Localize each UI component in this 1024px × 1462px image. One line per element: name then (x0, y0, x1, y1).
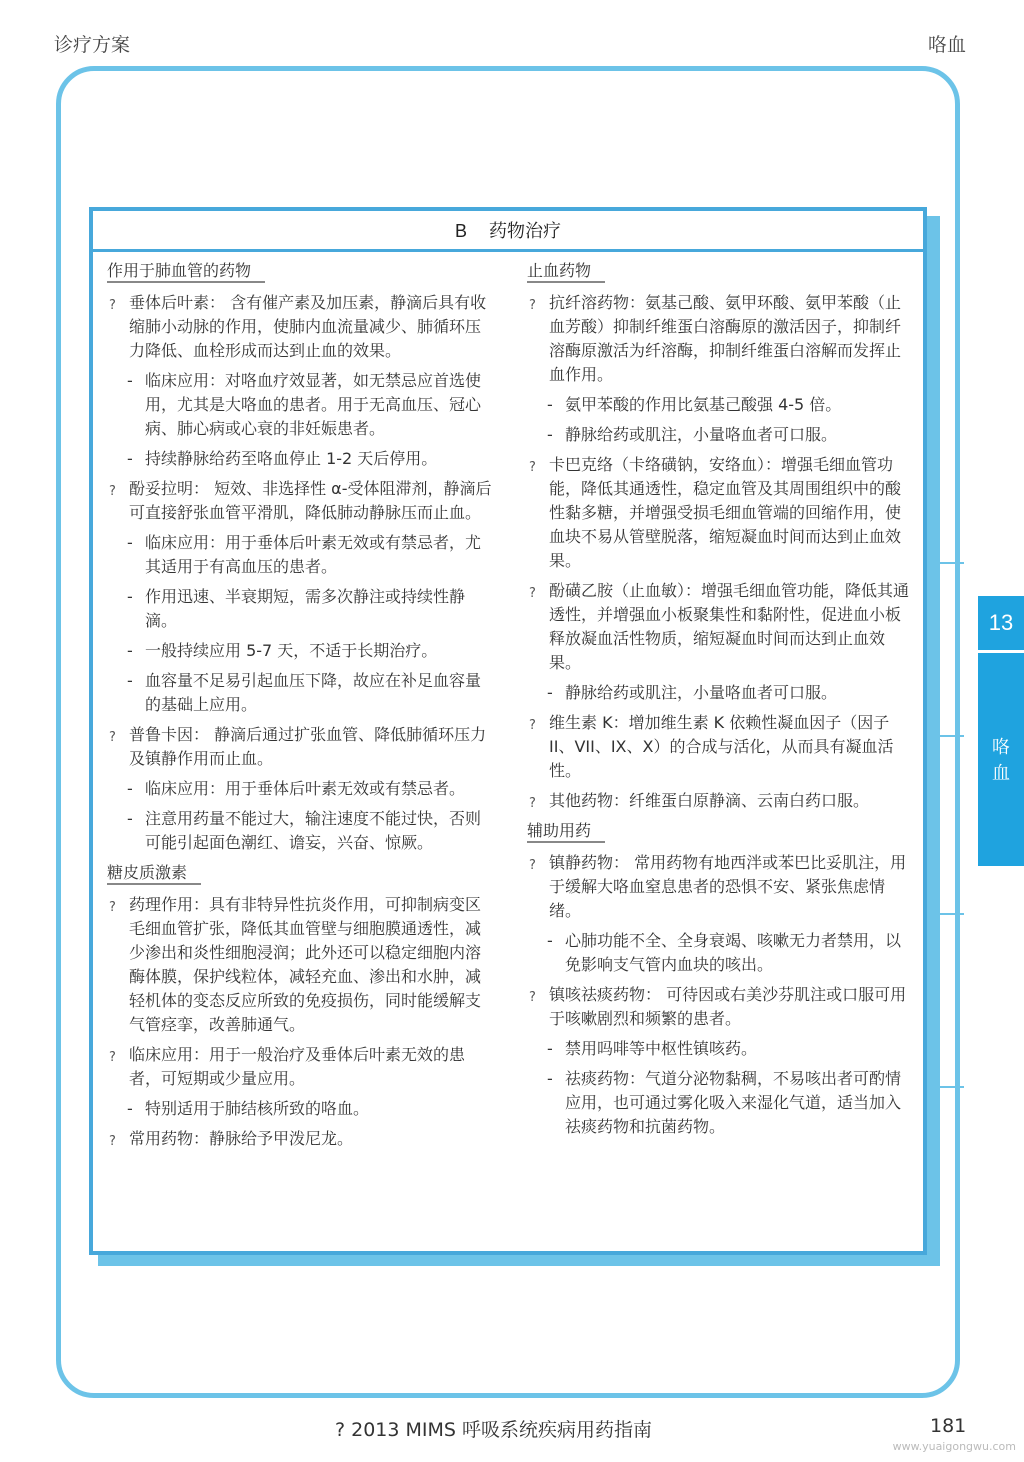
bullet-icon: ? (529, 990, 536, 1005)
sub-text: 血容量不足易引起血压下降，故应在补足血容量的基础上应用。 (145, 671, 482, 714)
right-column (527, 259, 913, 1145)
bullet-icon: ? (529, 858, 536, 873)
bullet-icon: ? (109, 298, 116, 313)
item-text: 垂体后叶素： 含有催产素及加压素，静滴后具有收缩肺小动脉的作用，使肺内血流量减少、肺循环压力降低、血栓形成而达到止血的效果。 (129, 293, 487, 360)
sub-item (107, 639, 492, 663)
bullet-item (527, 789, 913, 813)
sub-item (527, 1037, 913, 1061)
bullet-item (107, 1043, 492, 1091)
sub-item (527, 393, 913, 417)
sub-item (527, 929, 913, 977)
bullet-item (527, 453, 913, 573)
bullet-item (107, 291, 492, 363)
item-text: 酚妥拉明： 短效、非选择性 α-受体阻滞剂，静滴后可直接舒张血管平滑肌，降低肺动静脉压而止血。 (129, 479, 492, 522)
item-text: 药理作用：具有非特异性抗炎作用，可抑制病变区毛细血管扩张，降低其血管壁与细胞膜通透性，减少渗出和炎性细胞浸润；此外还可以稳定细胞内溶酶体膜，保护线粒体，减轻充血、渗出和水肿，减轻机体的变态反应所致的免疫损伤，同时能缓解支气管痉挛，改善肺通气。 (129, 895, 482, 1034)
item-text: 酚磺乙胺（止血敏）：增强毛细血管功能，降低其通透性，并增强血小板聚集性和黏附性，促进血小板释放凝血活性物质，缩短凝血时间而达到止血效果。 (549, 581, 910, 672)
frame-tick (927, 913, 964, 915)
sub-text: 临床应用：用于垂体后叶素无效或有禁忌者。 (145, 779, 466, 798)
dash-icon: - (547, 395, 553, 414)
sub-item (107, 447, 492, 471)
dash-icon: - (547, 1069, 553, 1088)
dash-icon: - (547, 683, 553, 702)
chapter-label-tab[interactable] (978, 653, 1024, 866)
sub-text: 持续静脉给药至咯血停止 1-2 天后停用。 (145, 449, 438, 468)
bullet-icon: ? (529, 796, 536, 811)
sub-item (527, 681, 913, 705)
sub-text: 注意用药量不能过大，输注速度不能过快，否则可能引起面色潮红、谵妄，兴奋、惊厥。 (145, 809, 482, 852)
sub-text: 祛痰药物：气道分泌物黏稠，不易咳出者可酌情应用，也可通过雾化吸入来湿化气道，适当加入祛痰药物和抗菌药物。 (565, 1069, 902, 1136)
watermark: www.yuaigongwu.com (892, 1440, 1016, 1453)
sub-item (527, 1067, 913, 1139)
dash-icon: - (127, 671, 133, 690)
item-text: 其他药物：纤维蛋白原静滴、云南白药口服。 (549, 791, 870, 810)
bullet-icon: ? (529, 718, 536, 733)
sub-item (107, 807, 492, 855)
item-text: 镇静药物： 常用药物有地西泮或苯巴比妥肌注，用于缓解大咯血窒息患者的恐惧不安、紧张焦虑情绪。 (549, 853, 907, 920)
sub-item (107, 531, 492, 579)
bullet-icon: ? (529, 460, 536, 475)
dash-icon: - (127, 449, 133, 468)
bullet-icon: ? (109, 900, 116, 915)
bullet-item (107, 477, 492, 525)
footer-title: ? 2013 MIMS 呼吸系统疾病用药指南 (335, 1419, 653, 1441)
dash-icon: - (127, 587, 133, 606)
header-topic: 咯血 (927, 34, 966, 56)
dash-icon: - (127, 641, 133, 660)
sub-text: 氨甲苯酸的作用比氨基己酸强 4-5 倍。 (565, 395, 842, 414)
frame-tick (927, 1086, 964, 1088)
chapter-label: 咯血 (992, 737, 1010, 784)
sub-text: 心肺功能不全、全身衰竭、咳嗽无力者禁用，以免影响支气管内血块的咳出。 (565, 931, 902, 974)
bullet-icon: ? (109, 1050, 116, 1065)
dash-icon: - (127, 371, 133, 390)
sub-item (107, 669, 492, 717)
section-heading: 糖皮质激素 (107, 863, 201, 885)
item-text: 维生素 K：增加维生素 K 依赖性凝血因子（因子 II、VII、IX、X）的合成与活化，从而具有凝血活性。 (549, 713, 894, 780)
section-heading: 辅助用药 (527, 821, 605, 843)
item-text: 卡巴克络（卡络磺钠，安络血）：增强毛细血管功能，降低其通透性，稳定血管及其周围组织中的酸性黏多糖，并增强受损毛细血管端的回缩作用，使血块不易从管壁脱落，缩短凝血时间而达到止血效果。 (549, 455, 902, 570)
section-heading: 作用于肺血管的药物 (107, 261, 265, 283)
chapter-number-tab[interactable]: 13 (978, 596, 1024, 650)
item-text: 常用药物：静脉给予甲泼尼龙。 (129, 1129, 354, 1148)
left-column (107, 259, 492, 1157)
item-text: 抗纤溶药物：氨基己酸、氨甲环酸、氨甲苯酸（止血芳酸）抑制纤维蛋白溶酶原的激活因子，抑制纤溶酶原激活为纤溶酶，抑制纤维蛋白溶解而发挥止血作用。 (549, 293, 902, 384)
bullet-icon: ? (109, 730, 116, 745)
item-text: 临床应用：用于一般治疗及垂体后叶素无效的患者，可短期或少量应用。 (129, 1045, 466, 1088)
item-text: 镇咳祛痰药物： 可待因或右美沙芬肌注或口服可用于咳嗽剧烈和频繁的患者。 (549, 985, 907, 1028)
panel-label: B (454, 221, 467, 241)
dash-icon: - (127, 809, 133, 828)
sub-item (107, 585, 492, 633)
bullet-item (107, 1127, 492, 1151)
sub-item (107, 369, 492, 441)
bullet-icon: ? (529, 298, 536, 313)
frame-tick (927, 735, 964, 737)
sub-text: 临床应用：用于垂体后叶素无效或有禁忌者，尤其适用于有高血压的患者。 (145, 533, 482, 576)
bullet-item (527, 983, 913, 1031)
bullet-item (107, 893, 492, 1037)
dash-icon: - (547, 425, 553, 444)
dash-icon: - (127, 533, 133, 552)
item-text: 普鲁卡因： 静滴后通过扩张血管、降低肺循环压力及镇静作用而止血。 (129, 725, 487, 768)
sub-text: 临床应用：对咯血疗效显著，如无禁忌应首选使用，尤其是大咯血的患者。用于无高血压、冠心病、肺心病或心衰的非妊娠患者。 (145, 371, 482, 438)
bullet-icon: ? (109, 1134, 116, 1149)
dash-icon: - (127, 779, 133, 798)
sub-text: 禁用吗啡等中枢性镇咳药。 (565, 1039, 758, 1058)
bullet-icon: ? (529, 586, 536, 601)
section-heading: 止血药物 (527, 261, 605, 283)
bullet-icon: ? (109, 484, 116, 499)
panel-title-text: 药物治疗 (489, 221, 561, 242)
frame-tick (927, 562, 964, 564)
bullet-item (527, 851, 913, 923)
sub-item (107, 777, 492, 801)
bullet-item (527, 291, 913, 387)
panel-title (93, 211, 923, 252)
sub-text: 作用迅速、半衰期短，需多次静注或持续性静滴。 (145, 587, 466, 630)
sub-item (527, 423, 913, 447)
bullet-item (527, 711, 913, 783)
dash-icon: - (547, 931, 553, 950)
bullet-item (527, 579, 913, 675)
sub-text: 一般持续应用 5-7 天，不适于长期治疗。 (145, 641, 438, 660)
sub-text: 静脉给药或肌注，小量咯血者可口服。 (565, 683, 838, 702)
page-number: 181 (930, 1415, 967, 1437)
sub-item (107, 1097, 492, 1121)
dash-icon: - (127, 1099, 133, 1118)
sub-text: 静脉给药或肌注，小量咯血者可口服。 (565, 425, 838, 444)
bullet-item (107, 723, 492, 771)
sub-text: 特别适用于肺结核所致的咯血。 (145, 1099, 370, 1118)
dash-icon: - (547, 1039, 553, 1058)
drug-therapy-panel (89, 207, 927, 1255)
header-section: 诊疗方案 (54, 34, 131, 56)
